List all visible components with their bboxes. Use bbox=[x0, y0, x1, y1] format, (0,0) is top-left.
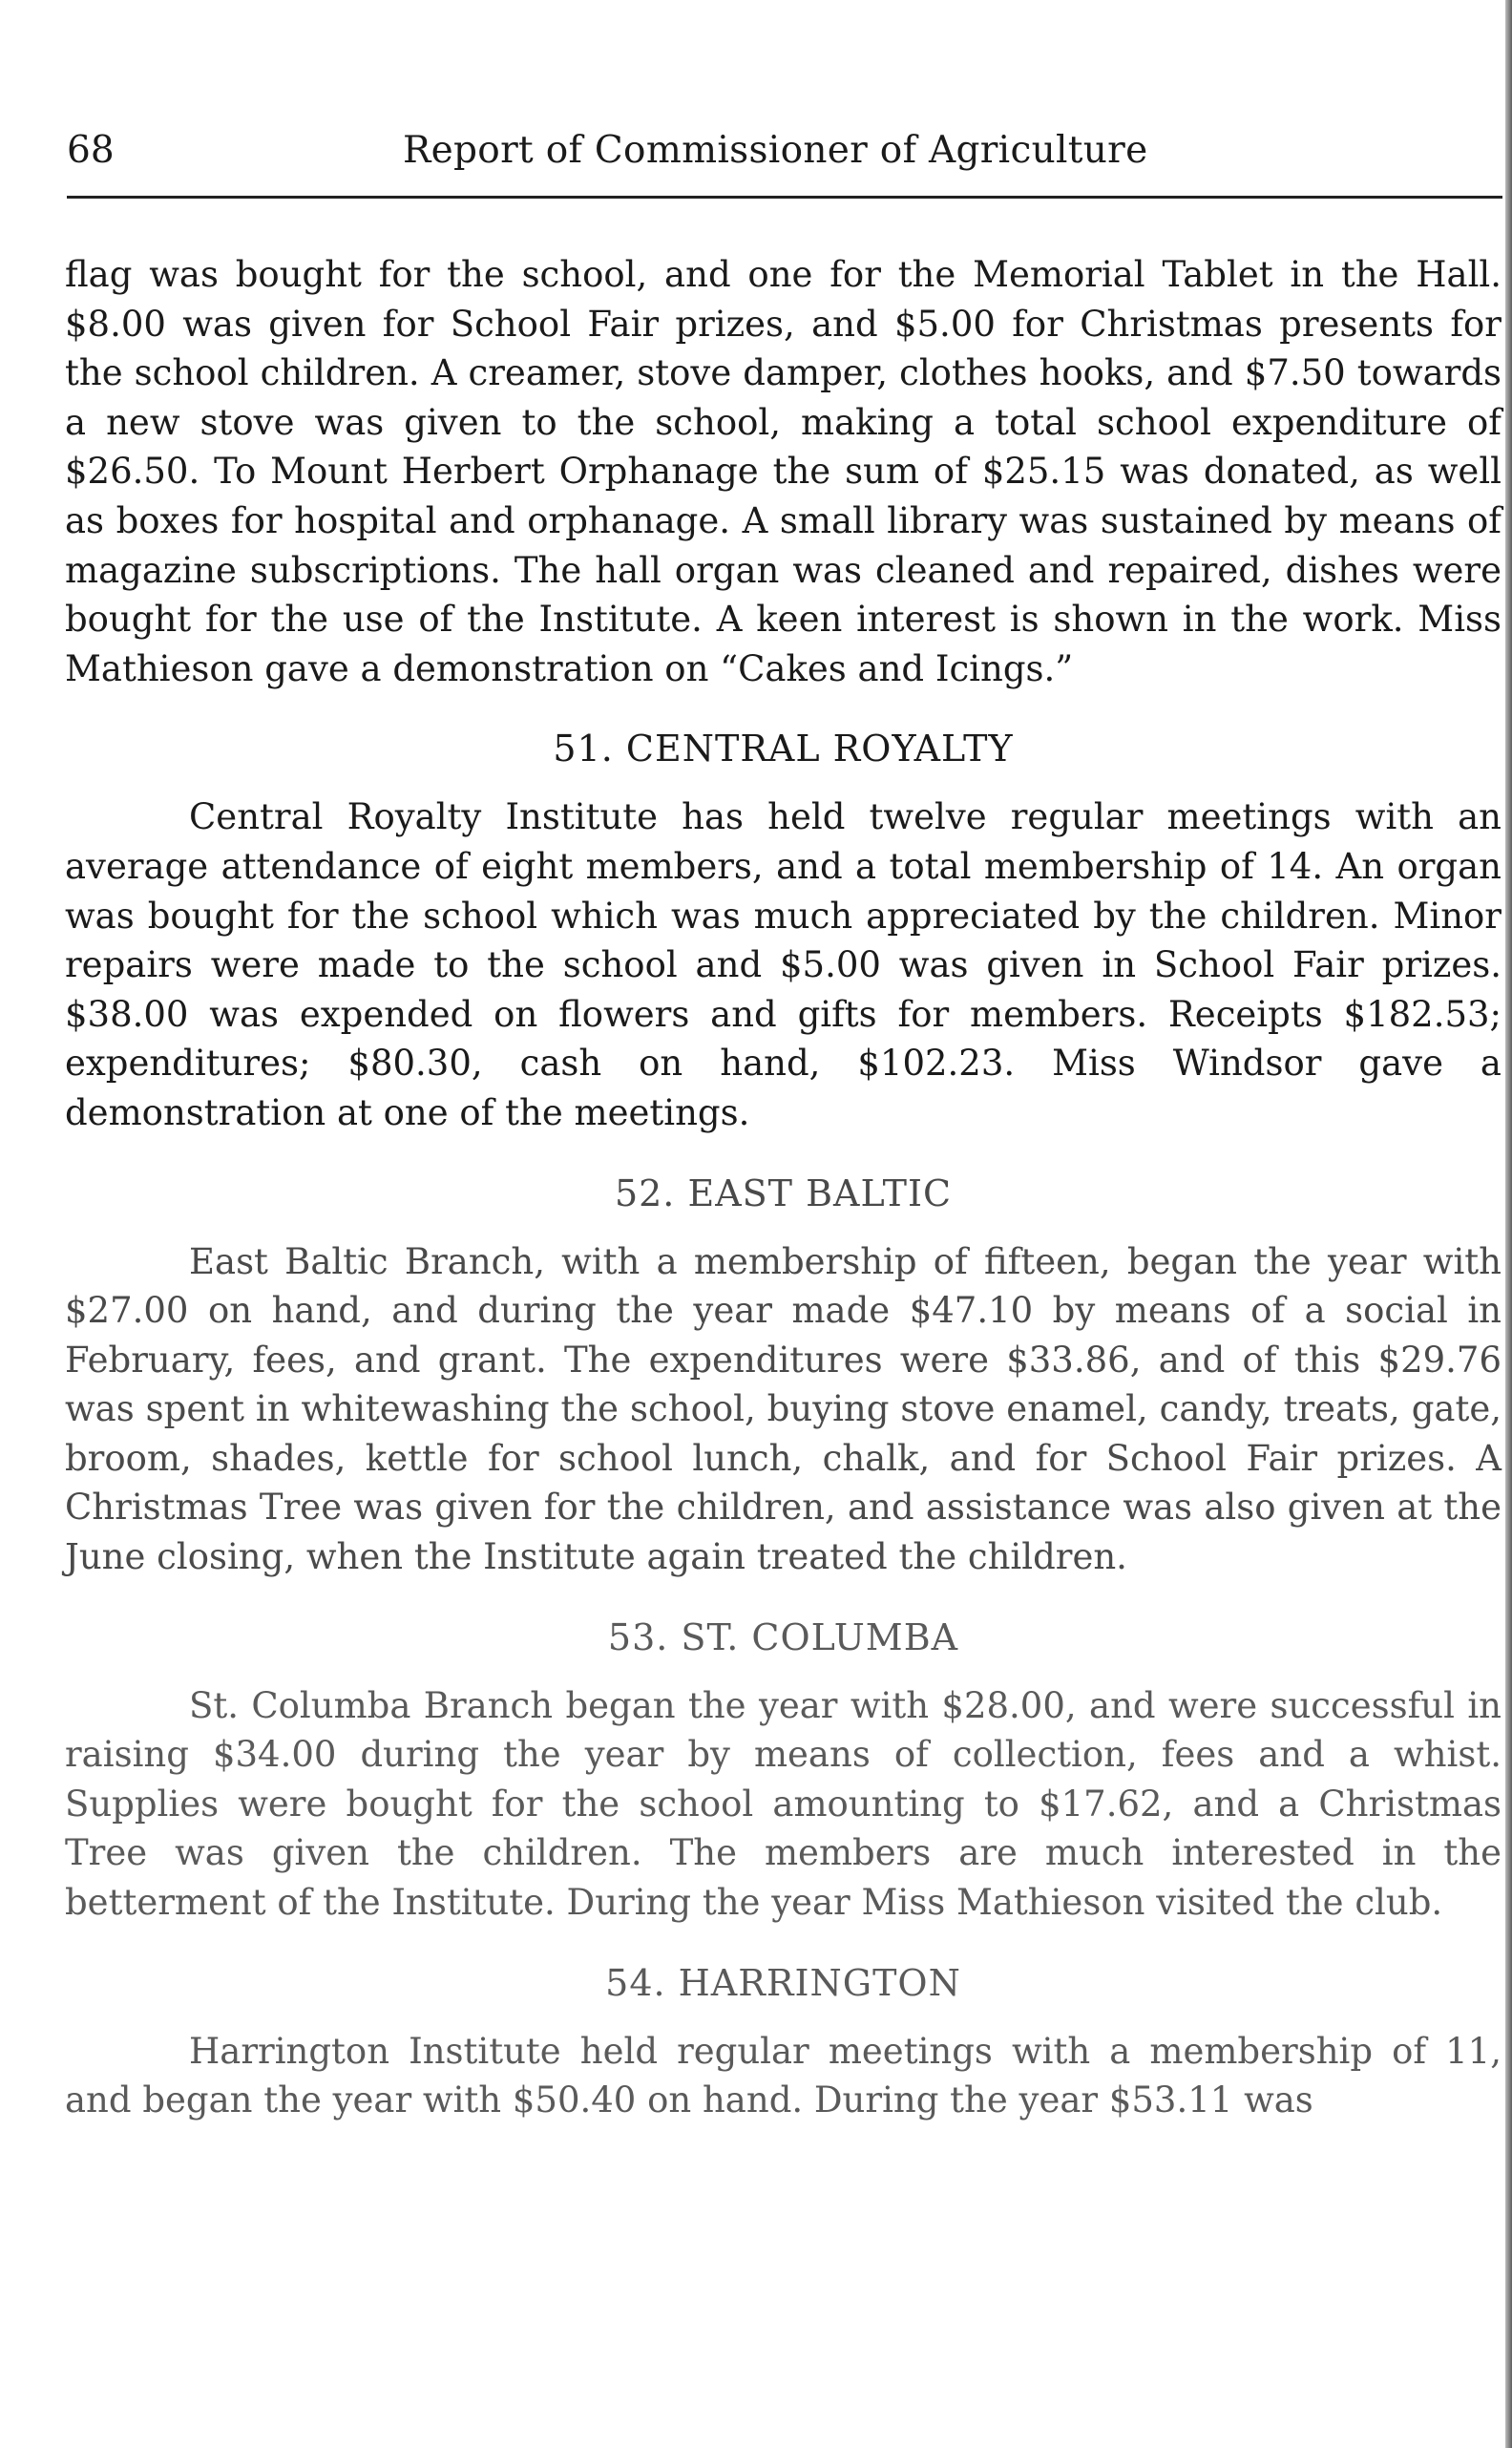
section-paragraph: Central Royalty Institute has held twelve regular meetings with an average attendance of eight members, and a total membership of 14. An organ was bought for the school which was much appreciated by the children. Minor repairs were made to the school and $5.00 was given in School Fair prizes. $38.00 was expended on flowers and gifts for members. Receipts $182.53; expenditures; $80.30, cash on hand, $102.23. Miss Windsor gave a demonstration at one of the meetings. bbox=[65, 796, 1502, 1133]
section-harrington bbox=[65, 1958, 1502, 2125]
section-paragraph: East Baltic Branch, with a membership of fifteen, began the year with $27.00 on hand, and during the year made $47.10 by means of a social in February, fees, and grant. The expenditures were $33.86, and of this $29.76 was spent in whitewashing the school, buying stove enamel, candy, treats, gate, broom, shades, kettle for school lunch, chalk, and for School Fair prizes. A Christmas Tree was given for the children, and assistance was also given at the June closing, when the Institute again treated the children. bbox=[65, 1240, 1502, 1578]
section-heading: 51. CENTRAL ROYALTY bbox=[553, 728, 1014, 770]
section-heading: 53. ST. COLUMBA bbox=[607, 1615, 959, 1658]
section-paragraph: St. Columba Branch began the year with $28.00, and were successful in raising $34.00 during the year by means of collection, fees and a whist. Supplies were bought for the school amounting to $17.62, and a Christmas Tree was given the children. The members are much interested in the betterment of the Institute. During the year Miss Mathieson visited the club. bbox=[65, 1684, 1502, 1924]
section-east-baltic bbox=[65, 1169, 1502, 1582]
body-text bbox=[65, 250, 1502, 2125]
section-heading: 52. EAST BALTIC bbox=[614, 1171, 953, 1214]
page-number: 68 bbox=[67, 129, 115, 172]
page-header bbox=[67, 124, 1502, 181]
running-title: Report of Commissioner of Agriculture bbox=[403, 129, 1148, 172]
section-central-royalty bbox=[65, 724, 1502, 1137]
page-edge-shadow bbox=[1505, 0, 1512, 2448]
section-heading: 54. HARRINGTON bbox=[605, 1961, 961, 2004]
section-paragraph: Harrington Institute held regular meetings with a membership of 11, and began the year with $50.40 on hand. During the year $53.11 was bbox=[65, 2030, 1502, 2121]
header-rule bbox=[67, 196, 1502, 199]
intro-paragraph: flag was bought for the school, and one for the Memorial Tablet in the Hall. $8.00 was given for School Fair prizes, and $5.00 for Christmas presents for the school children. A creamer, stove damper, clothes hooks, and $7.50 towards a new stove was given to the school, making a total school expenditure of $26.50. To Mount Herbert Orphanage the sum of $25.15 was donated, as well as boxes for hospital and orphanage. A small library was sustained by means of magazine subscriptions. The hall organ was cleaned and repaired, dishes were bought for the use of the Institute. A keen interest is shown in the work. Miss Mathieson gave a demonstration on “Cakes and Icings.” bbox=[65, 254, 1502, 689]
section-st-columba bbox=[65, 1613, 1502, 1928]
